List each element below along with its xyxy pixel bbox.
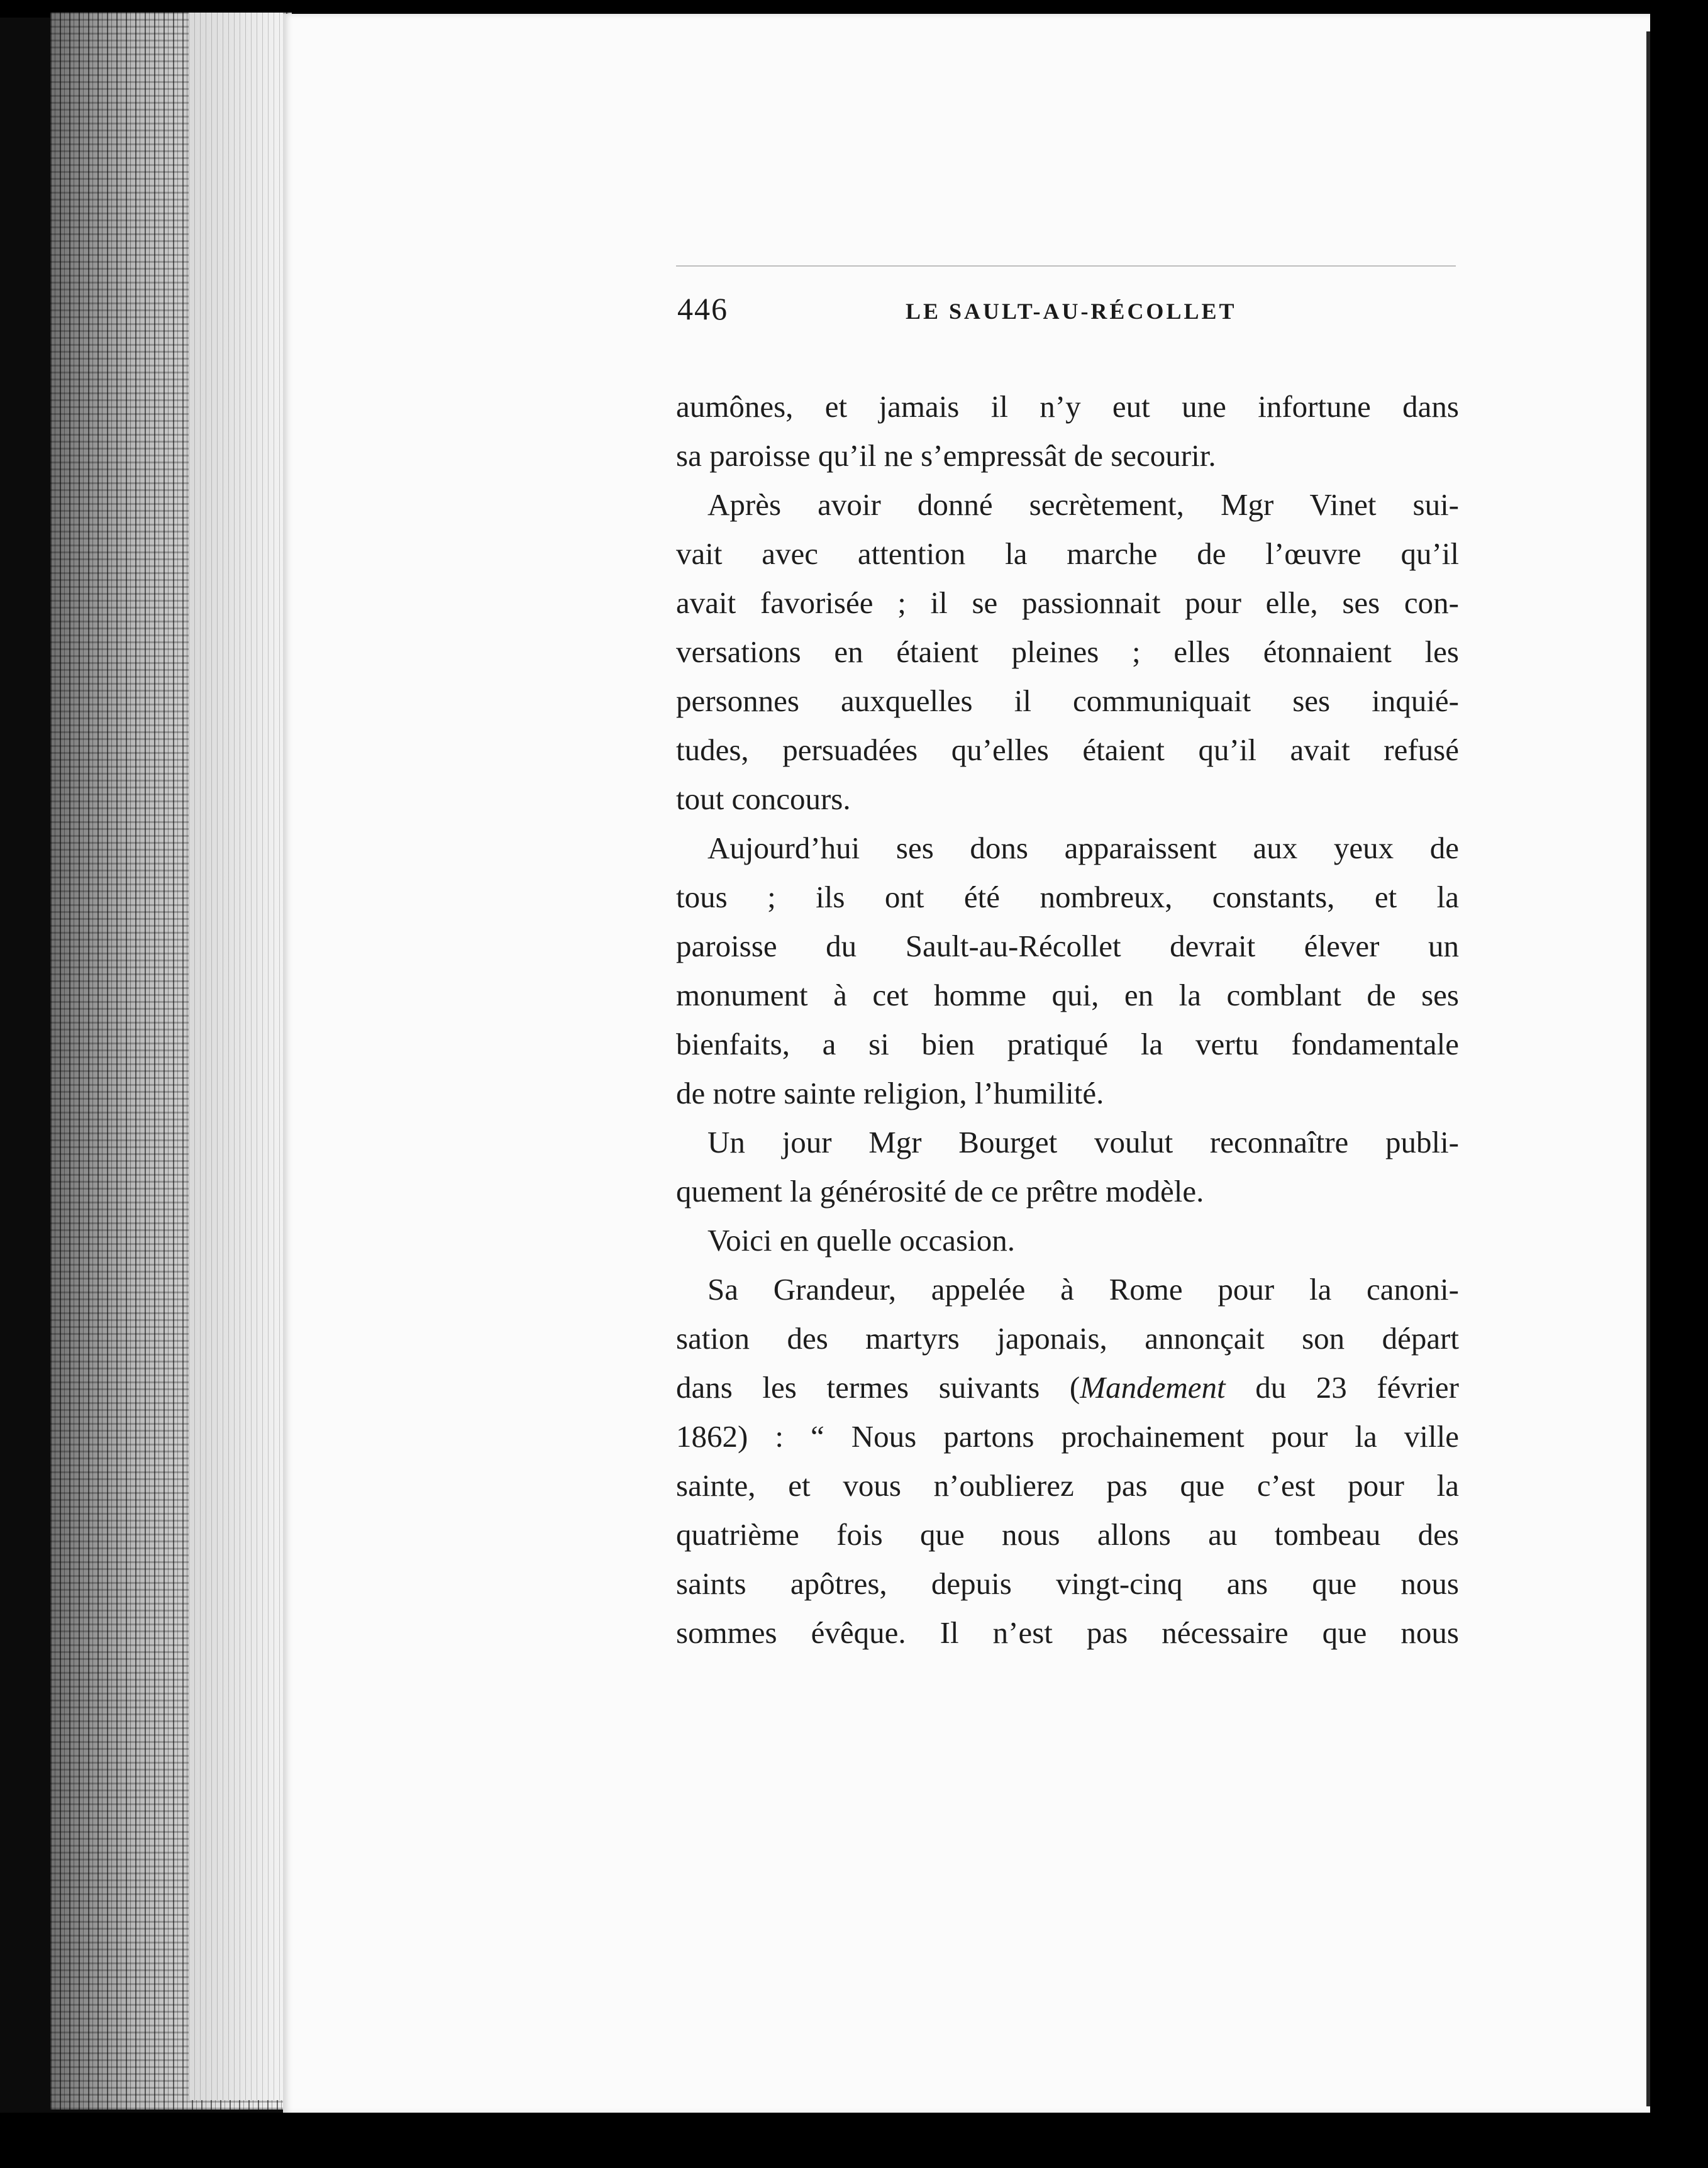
text-line: tudes, persuadées qu’elles étaient qu’il avait refusé bbox=[676, 733, 1459, 767]
italic-title: Mandement bbox=[1080, 1370, 1226, 1405]
text-line: avait favorisée ; il se passionnait pour elle, ses con- bbox=[676, 585, 1459, 620]
bottom-scan-border bbox=[0, 2113, 1708, 2168]
page-edge-inner bbox=[189, 13, 283, 2100]
text-segment: du 23 février bbox=[1225, 1370, 1459, 1405]
text-line: versations en étaient pleines ; elles étonnaient les bbox=[676, 634, 1459, 669]
text-line: sation des martyrs japonais, annonçait son départ bbox=[676, 1321, 1459, 1356]
text-line: quatrième fois que nous allons au tombeau des bbox=[676, 1517, 1459, 1552]
text-line: quement la générosité de ce prêtre modèle. bbox=[676, 1174, 1204, 1208]
text-line-with-italic bbox=[676, 1363, 1459, 1412]
running-head: LE SAULT-AU-RÉCOLLET bbox=[906, 299, 1237, 324]
text-line: aumônes, et jamais il n’y eut une infortune dans bbox=[676, 389, 1459, 424]
text-line: vait avec attention la marche de l’œuvre qu’il bbox=[676, 536, 1459, 571]
text-line: Un jour Mgr Bourget voulut reconnaître publi- bbox=[707, 1125, 1459, 1159]
text-line: saints apôtres, depuis vingt-cinq ans que nous bbox=[676, 1566, 1459, 1601]
text-line: sainte, et vous n’oublierez pas que c’est pour la bbox=[676, 1468, 1459, 1503]
text-line: sa paroisse qu’il ne s’empressât de secourir. bbox=[676, 438, 1216, 473]
text-line: tous ; ils ont été nombreux, constants, et la bbox=[676, 880, 1459, 914]
text-line: de notre sainte religion, l’humilité. bbox=[676, 1076, 1104, 1110]
text-line: Voici en quelle occasion. bbox=[707, 1223, 1015, 1258]
text-line: personnes auxquelles il communiquait ses inquié- bbox=[676, 683, 1459, 718]
text-line: monument à cet homme qui, en la comblant de ses bbox=[676, 978, 1459, 1012]
right-scan-border bbox=[1650, 0, 1708, 2168]
text-line: sommes évêque. Il n’est pas nécessaire que nous bbox=[676, 1615, 1459, 1650]
body-text bbox=[676, 382, 1459, 1657]
text-line: 1862) : “ Nous partons prochainement pour la ville bbox=[676, 1419, 1459, 1454]
text-line: tout concours. bbox=[676, 782, 851, 816]
text-line: Après avoir donné secrètement, Mgr Vinet sui- bbox=[707, 487, 1459, 522]
text-segment: dans les termes suivants ( bbox=[676, 1370, 1080, 1405]
text-line: Aujourd’hui ses dons apparaissent aux yeux de bbox=[707, 831, 1459, 865]
header-rule bbox=[676, 265, 1456, 267]
text-line: bienfaits, a si bien pratiqué la vertu fondamentale bbox=[676, 1027, 1459, 1061]
text-line: paroisse du Sault-au-Récollet devrait élever un bbox=[676, 929, 1459, 963]
text-line: Sa Grandeur, appelée à Rome pour la canoni- bbox=[707, 1272, 1459, 1307]
page-number: 446 bbox=[677, 291, 728, 326]
